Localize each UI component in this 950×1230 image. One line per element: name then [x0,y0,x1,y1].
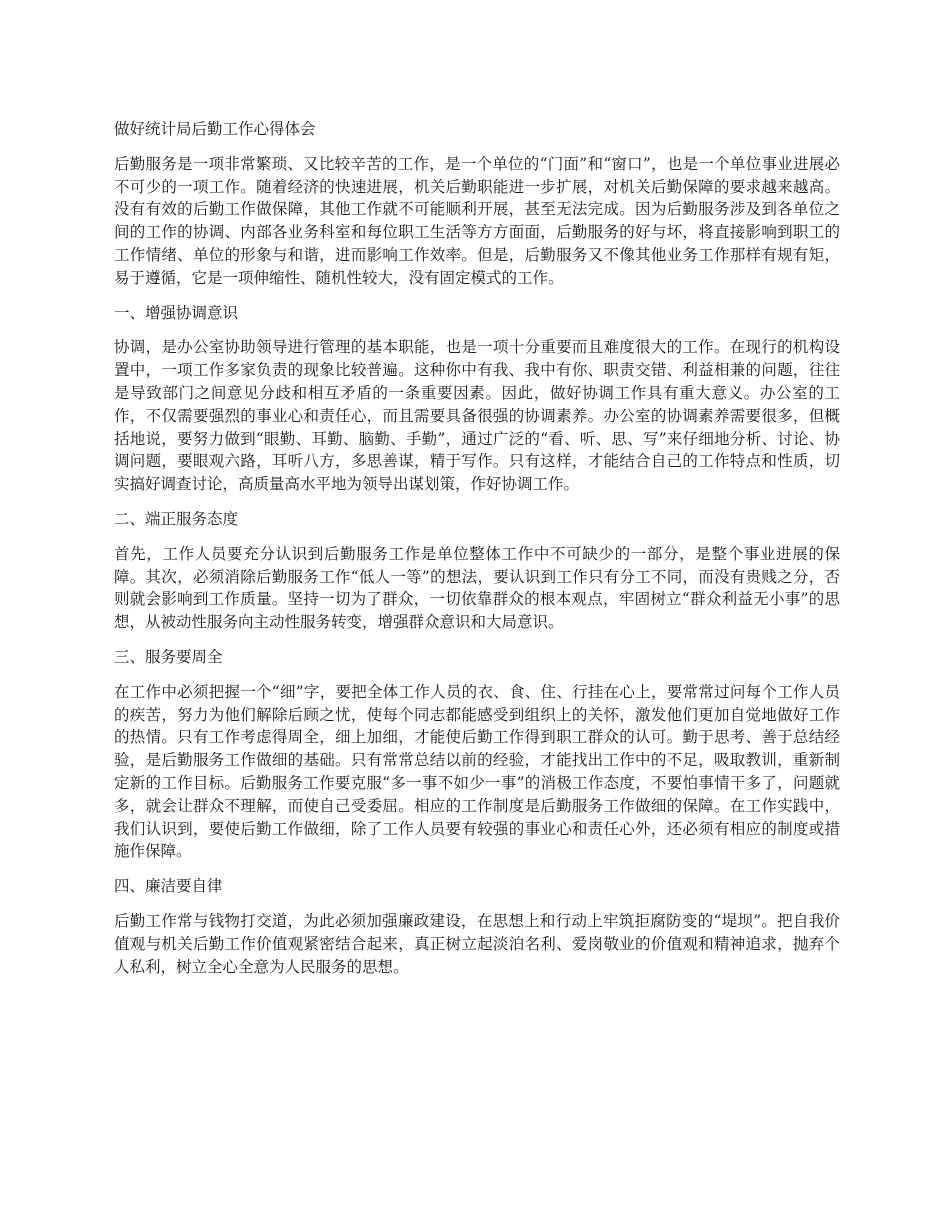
section-heading-3: 三、服务要周全 [114,647,223,666]
document-title: 做好统计局后勤工作心得体会 [114,120,316,138]
section-body-2: 首先，工作人员要充分认识到后勤服务工作是单位整体工作中不可缺少的一部分，是整个事业进展的保障。其次，必须消除后勤服务工作“低人一等”的想法，要认识到工作只有分工不同，而没有贵贱之分，否则就会影响到工作质量。坚持一切为了群众，一切依靠群众的根本观点，牢固树立“群众利益无小事”的思想，从被动性服务向主动性服务转变，增强群众意识和大局意识。 [114,544,840,632]
section-body-3: 在工作中必须把握一个“细”字，要把全体工作人员的衣、食、住、行挂在心上，要常常过问每个工作人员的疾苦，努力为他们解除后顾之忧，使每个同志都能感受到组织上的关怀，激发他们更加自觉地做好工作的热情。只有工作考虑得周全，细上加细，才能使后勤工作得到职工群众的认可。勤于思考、善于总结经验，是后勤服务工作做细的基础。只有常常总结以前的经验，才能找出工作中的不足，吸取教训，重新制定新的工作目标。后勤服务工作要克服“多一事不如少一事”的消极工作态度，不要怕事情干多了，问题就多，就会让群众不理解，而使自己受委屈。相应的工作制度是后勤服务工作做细的保障。在工作实践中，我们认识到，要使后勤工作做细，除了工作人员要有较强的事业心和责任心外，还必须有相应的制度或措施作保障。 [114,682,840,861]
section-heading-2: 二、端正服务态度 [114,509,239,528]
section-body-4: 后勤工作常与钱物打交道，为此必须加强廉政建设，在思想上和行动上牢筑拒腐防变的“堤坝”。把自我价值观与机关后勤工作价值观紧密结合起来，真正树立起淡泊名利、爱岗敬业的价值观和精神追求，抛弃个人私利，树立全心全意为人民服务的思想。 [114,911,840,976]
section-heading-4: 四、廉洁要自律 [114,877,223,896]
section-heading-1: 一、增强协调意识 [114,303,239,322]
intro-paragraph: 后勤服务是一项非常繁琐、又比较辛苦的工作，是一个单位的“门面”和“窗口”，也是一个单位事业进展必不可少的一项工作。随着经济的快速进展，机关后勤职能进一步扩展，对机关后勤保障的要求越来越高。没有有效的后勤工作做保障，其他工作就不可能顺利开展，甚至无法完成。因为后勤服务涉及到各单位之间的工作的协调、内部各业务科室和每位职工生活等方方面面，后勤服务的好与坏，将直接影响到职工的工作情绪、单位的形象与和谐，进而影响工作效率。但是，后勤服务又不像其他业务工作那样有规有矩，易于遵循，它是一项伸缩性、随机性较大，没有固定模式的工作。 [114,154,840,287]
document-page [114,118,840,990]
section-body-1: 协调，是办公室协助领导进行管理的基本职能，也是一项十分重要而且难度很大的工作。在现行的机构设置中，一项工作多家负责的现象比较普遍。这种你中有我、我中有你、职责交错、利益相兼的问题，往往是导致部门之间意见分歧和相互矛盾的一条重要因素。因此，做好协调工作具有重大意义。办公室的工作，不仅需要强烈的事业心和责任心，而且需要具备很强的协调素养。办公室的协调素养需要很多，但概括地说，要努力做到“眼勤、耳勤、脑勤、手勤”，通过广泛的“看、听、思、写”来仔细地分析、讨论、协调问题，要眼观六路，耳听八方，多思善谋，精于写作。只有这样，才能结合自己的工作特点和性质，切实搞好调查讨论，高质量高水平地为领导出谋划策，作好协调工作。 [114,338,840,494]
